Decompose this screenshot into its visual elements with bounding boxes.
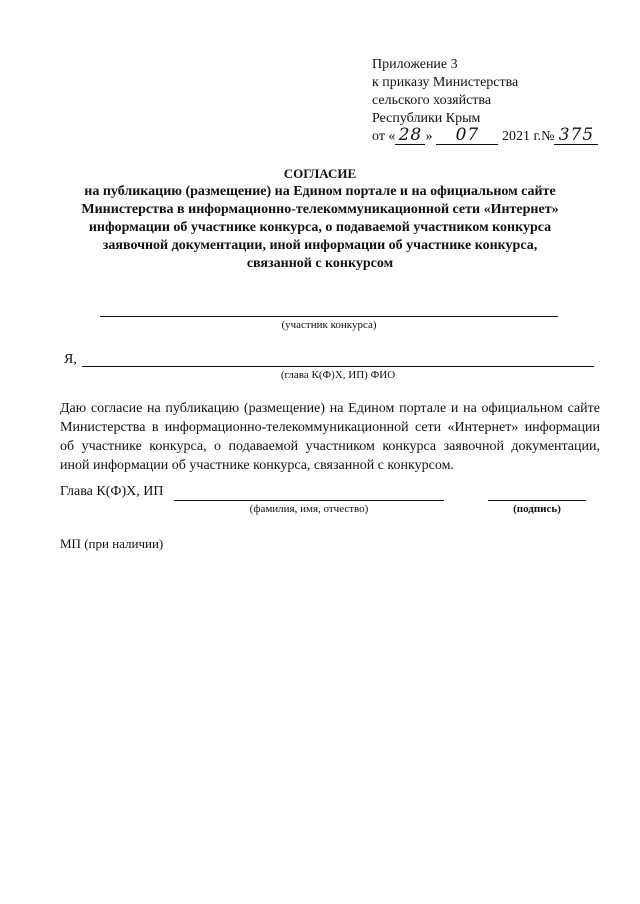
document-title — [60, 165, 580, 273]
title-line-5: связанной с конкурсом — [246, 256, 394, 271]
date-day: 28 — [395, 128, 425, 145]
date-prefix: от « — [372, 129, 396, 144]
date-mid: » — [425, 129, 433, 144]
ya-caption: (глава К(Ф)Х, ИП) ФИО — [280, 369, 396, 381]
participant-line — [100, 316, 558, 317]
appendix-line-4: Республики Крым — [372, 111, 481, 126]
title-line-3: информации об участнике конкурса, о подаваемой участником конкурса — [88, 220, 552, 235]
ya-fullname-line — [82, 366, 594, 367]
order-date-line — [372, 125, 598, 146]
appendix-line-3: сельского хозяйства — [372, 93, 492, 108]
signature-caption: (подпись) — [513, 503, 561, 515]
appendix-line-2: к приказу Министерства — [372, 75, 519, 90]
order-number: 375 — [554, 128, 598, 145]
participant-caption: (участник конкурса) — [281, 319, 377, 331]
title-line-2: Министерства в информационно-телекоммуникационной сети «Интернет» — [81, 202, 559, 217]
signature-line — [488, 500, 586, 501]
ya-label: Я, — [64, 352, 77, 367]
title-line-4: заявочной документации, иной информации об участнике конкурса, — [102, 238, 538, 253]
fullname-signature-line — [174, 500, 444, 501]
consent-paragraph: Даю согласие на публикацию (размещение) на Едином портале и на официальном сайте Министерства в информационно-телекоммуникационной сети «Интернет» информации об участнике конкурса, о подаваемой участником конкурса заявочной документации, иной информации об участнике конкурса, связанной с конкурсом. — [60, 401, 600, 473]
title-heading: СОГЛАСИЕ — [283, 166, 357, 181]
date-month: 07 — [436, 128, 498, 145]
fullname-caption: (фамилия, имя, отчество) — [249, 503, 369, 515]
signature-label: Глава К(Ф)Х, ИП — [60, 484, 164, 499]
title-line-1: на публикацию (размещение) на Едином портале и на официальном сайте — [84, 184, 556, 199]
appendix-line-1: Приложение 3 — [372, 57, 458, 72]
stamp-label: МП (при наличии) — [60, 536, 164, 551]
date-year: 2021 г.№ — [501, 129, 555, 144]
appendix-block — [372, 56, 598, 146]
